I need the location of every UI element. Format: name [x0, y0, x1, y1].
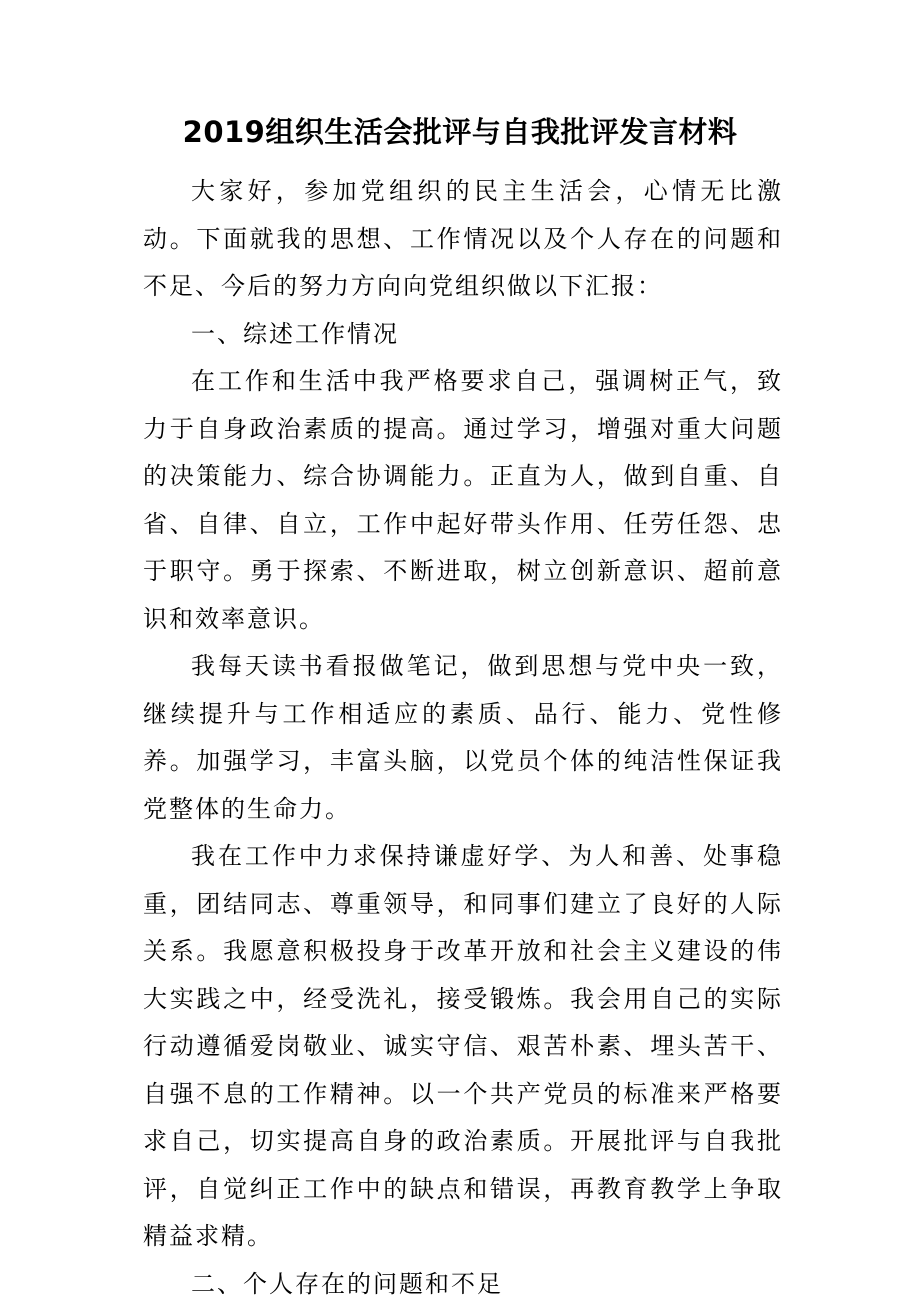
section-1-paragraph-2: 我每天读书看报做笔记，做到思想与党中央一致，继续提升与工作相适应的素质、品行、能力、党性修养。加强学习，丰富头脑，以党员个体的纯洁性保证我党整体的生命力。 [143, 643, 783, 833]
document-title: 2019组织生活会批评与自我批评发言材料 [0, 108, 920, 156]
document-body [143, 168, 783, 1308]
section-1-heading: 一、综述工作情况 [143, 311, 783, 359]
section-2-heading: 二、个人存在的问题和不足 [143, 1261, 783, 1308]
section-1-paragraph-1: 在工作和生活中我严格要求自己，强调树正气，致力于自身政治素质的提高。通过学习，增强对重大问题的决策能力、综合协调能力。正直为人，做到自重、自省、自律、自立，工作中起好带头作用、任劳任怨、忠于职守。勇于探索、不断进取，树立创新意识、超前意识和效率意识。 [143, 358, 783, 643]
section-1-paragraph-3: 我在工作中力求保持谦虚好学、为人和善、处事稳重，团结同志、尊重领导，和同事们建立了良好的人际关系。我愿意积极投身于改革开放和社会主义建设的伟大实践之中，经受洗礼，接受锻炼。我会用自己的实际行动遵循爱岗敬业、诚实守信、艰苦朴素、埋头苦干、自强不息的工作精神。以一个共产党员的标准来严格要求自己，切实提高自身的政治素质。开展批评与自我批评，自觉纠正工作中的缺点和错误，再教育教学上争取精益求精。 [143, 833, 783, 1261]
intro-paragraph: 大家好，参加党组织的民主生活会，心情无比激动。下面就我的思想、工作情况以及个人存在的问题和不足、今后的努力方向向党组织做以下汇报： [143, 168, 783, 311]
